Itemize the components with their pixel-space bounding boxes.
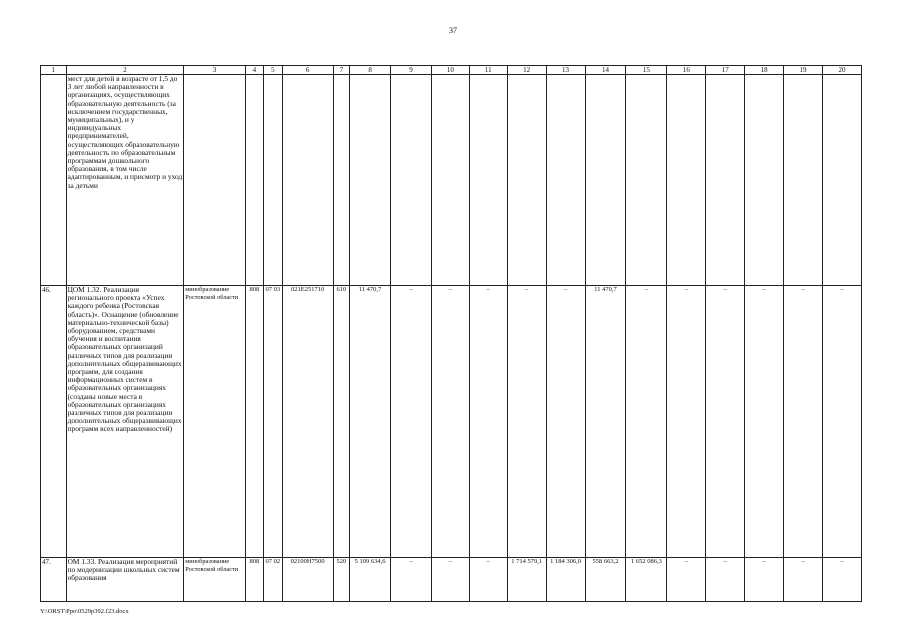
row-rzpr: 07 03 <box>264 286 282 558</box>
row-value: 1 652 086,3 <box>626 558 667 602</box>
page-number: 37 <box>449 26 457 35</box>
col-header: 10 <box>431 66 469 75</box>
col-header: 14 <box>585 66 626 75</box>
row-value: 1 184 306,0 <box>546 558 585 602</box>
row-value: – <box>706 558 745 602</box>
col-header: 9 <box>391 66 432 75</box>
row-value <box>667 75 706 286</box>
col-header: 3 <box>184 66 245 75</box>
table-row <box>41 286 862 558</box>
row-grbs: 808 <box>245 558 263 602</box>
row-value: – <box>784 286 823 558</box>
col-header: 7 <box>333 66 349 75</box>
col-header: 19 <box>784 66 823 75</box>
row-value: – <box>469 286 507 558</box>
row-rzpr <box>264 75 282 286</box>
row-value: – <box>507 286 546 558</box>
row-value <box>784 75 823 286</box>
row-name: мест для детей в возрасте от 1,5 до 3 лет любой направленности в организациях, осуществляющих образовательную деятельность (за исключением государственных, муниципальных), и у индивидуальных предпринимателей, осуществляющих образовательную деятельность по образовательным программам дошкольного образования, в том числе адаптированным, и присмотр и уход за детьми <box>66 75 184 286</box>
row-value: – <box>745 558 784 602</box>
row-rzpr: 07 02 <box>264 558 282 602</box>
row-value: – <box>431 558 469 602</box>
col-header: 6 <box>282 66 333 75</box>
table-row <box>41 558 862 602</box>
row-value: 11 470,7 <box>350 286 391 558</box>
row-value: 558 663,2 <box>585 558 626 602</box>
row-value <box>391 75 432 286</box>
row-value: – <box>469 558 507 602</box>
row-value <box>706 75 745 286</box>
row-value <box>585 75 626 286</box>
row-value: – <box>391 558 432 602</box>
row-value: – <box>391 286 432 558</box>
col-header: 5 <box>264 66 282 75</box>
row-value: – <box>706 286 745 558</box>
header-row <box>41 66 862 75</box>
row-value: – <box>667 286 706 558</box>
row-value <box>822 75 861 286</box>
row-grbs <box>245 75 263 286</box>
row-executor <box>184 75 245 286</box>
col-header: 18 <box>745 66 784 75</box>
col-header: 2 <box>66 66 184 75</box>
col-header: 15 <box>626 66 667 75</box>
col-header: 8 <box>350 66 391 75</box>
row-value: 1 714 579,1 <box>507 558 546 602</box>
row-value <box>546 75 585 286</box>
col-header: 17 <box>706 66 745 75</box>
col-header: 20 <box>822 66 861 75</box>
row-number: 46. <box>41 286 67 558</box>
budget-table <box>40 65 862 602</box>
row-value <box>350 75 391 286</box>
row-executor: минобразование Ростовской области <box>184 558 245 602</box>
row-value: – <box>822 286 861 558</box>
row-value <box>745 75 784 286</box>
row-number: 47. <box>41 558 67 602</box>
col-header: 12 <box>507 66 546 75</box>
row-value <box>626 75 667 286</box>
row-name: ОМ 1.33. Реализация мероприятий по модернизации школьных систем образования <box>66 558 184 602</box>
row-value <box>507 75 546 286</box>
row-value: – <box>745 286 784 558</box>
row-csr: 021Е251710 <box>282 286 333 558</box>
row-value: – <box>784 558 823 602</box>
row-value: 5 109 634,6 <box>350 558 391 602</box>
row-value: 11 470,7 <box>585 286 626 558</box>
row-csr <box>282 75 333 286</box>
col-header: 16 <box>667 66 706 75</box>
row-vr <box>333 75 349 286</box>
col-header: 4 <box>245 66 263 75</box>
col-header: 13 <box>546 66 585 75</box>
row-number <box>41 75 67 286</box>
row-grbs: 808 <box>245 286 263 558</box>
file-path-footer: Y:\ORST\Ppo\0529p392.f23.docx <box>40 608 129 615</box>
row-csr: 02100Н7500 <box>282 558 333 602</box>
row-value <box>469 75 507 286</box>
row-value: – <box>431 286 469 558</box>
row-executor: минобразование Ростовской области <box>184 286 245 558</box>
row-name: ЦОМ 1.32. Реализация регионального проекта «Успех каждого ребенка (Ростовская область)». Оснащение (обновление материально-технической базы) оборудованием, средствами обучения и воспитания образовательных организаций различных типов для реализации дополнительных общеразвивающих программ, для создания информационных систем в образовательных организациях (созданы новые места в образовательных организациях различных типов для реализации дополнительных общеразвивающих программ всех направленностей) <box>66 286 184 558</box>
row-vr: 610 <box>333 286 349 558</box>
row-vr: 520 <box>333 558 349 602</box>
row-value: – <box>626 286 667 558</box>
row-value: – <box>546 286 585 558</box>
col-header: 1 <box>41 66 67 75</box>
row-value <box>431 75 469 286</box>
col-header: 11 <box>469 66 507 75</box>
table-row <box>41 75 862 286</box>
row-value: – <box>822 558 861 602</box>
row-value: – <box>667 558 706 602</box>
